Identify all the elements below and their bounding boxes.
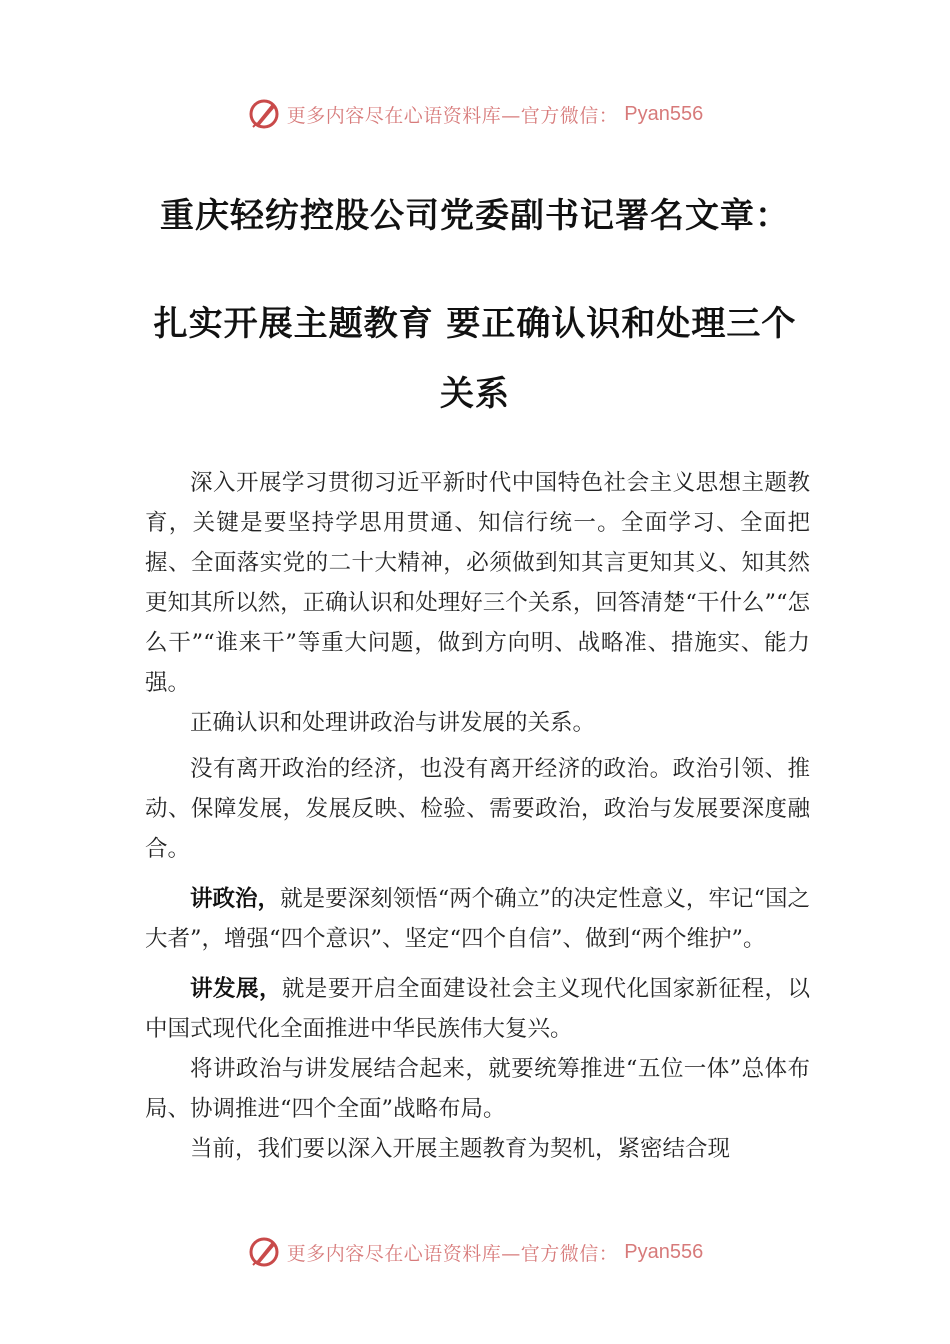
paragraph-text: 没有离开政治的经济，也没有离开经济的政治。政治引领、推动、保障发展，发展反映、检验、需要政治，政治与发展要深度融合。 — [145, 756, 810, 862]
paragraph-text: 当前，我们要以深入开展主题教育为契机，紧密结合现 — [190, 1136, 731, 1162]
header-watermark — [0, 94, 950, 134]
paragraph — [145, 463, 810, 703]
document-title-line-3: 关系 — [440, 374, 510, 414]
paragraph-text: 就是要开启全面建设社会主义现代化国家新征程，以中国式现代化全面推进中华民族伟大复兴。 — [145, 976, 810, 1042]
document-title-line-1: 重庆轻纺控股公司党委副书记署名文章： — [160, 196, 790, 236]
watermark-text: 更多内容尽在心语资料库—官方微信： — [286, 1242, 619, 1265]
paragraph-lead: 讲发展， — [190, 976, 282, 1002]
document-body — [145, 463, 810, 1169]
paragraph — [145, 879, 810, 959]
paragraph — [145, 1049, 810, 1129]
document-title-line-2: 扎实开展主题教育 要正确认识和处理三个 — [153, 304, 797, 344]
paragraph-lead: 讲政治， — [190, 886, 281, 912]
paragraph-text: 将讲政治与讲发展结合起来，就要统筹推进“五位一体”总体布局、协调推进“四个全面”战略布局。 — [145, 1056, 810, 1122]
paragraph-text: 深入开展学习贯彻习近平新时代中国特色社会主义思想主题教育，关键是要坚持学思用贯通、知信行统一。全面学习、全面把握、全面落实党的二十大精神，必须做到知其言更知其义、知其然更知其所以然，正确认识和处理好三个关系，回答清楚“干什么”“怎么干”“谁来干”等重大问题，做到方向明、战略准、措施实、能力强。 — [145, 470, 810, 696]
paragraph-text: 就是要深刻领悟“两个确立”的决定性意义，牢记“国之大者”，增强“四个意识”、坚定“四个自信”、做到“两个维护”。 — [145, 886, 810, 952]
pen-quill-logo-icon — [247, 97, 281, 131]
watermark-wechat-id: Pyan556 — [624, 102, 704, 125]
watermark-wechat-id: Pyan556 — [624, 1240, 704, 1263]
paragraph — [145, 969, 810, 1049]
paragraph-text: 正确认识和处理讲政治与讲发展的关系。 — [190, 710, 596, 736]
paragraph — [145, 703, 810, 743]
footer-watermark — [0, 1232, 950, 1272]
paragraph — [145, 1129, 810, 1169]
paragraph — [145, 749, 810, 869]
watermark-text: 更多内容尽在心语资料库—官方微信： — [286, 104, 619, 127]
pen-quill-logo-icon — [247, 1235, 281, 1269]
